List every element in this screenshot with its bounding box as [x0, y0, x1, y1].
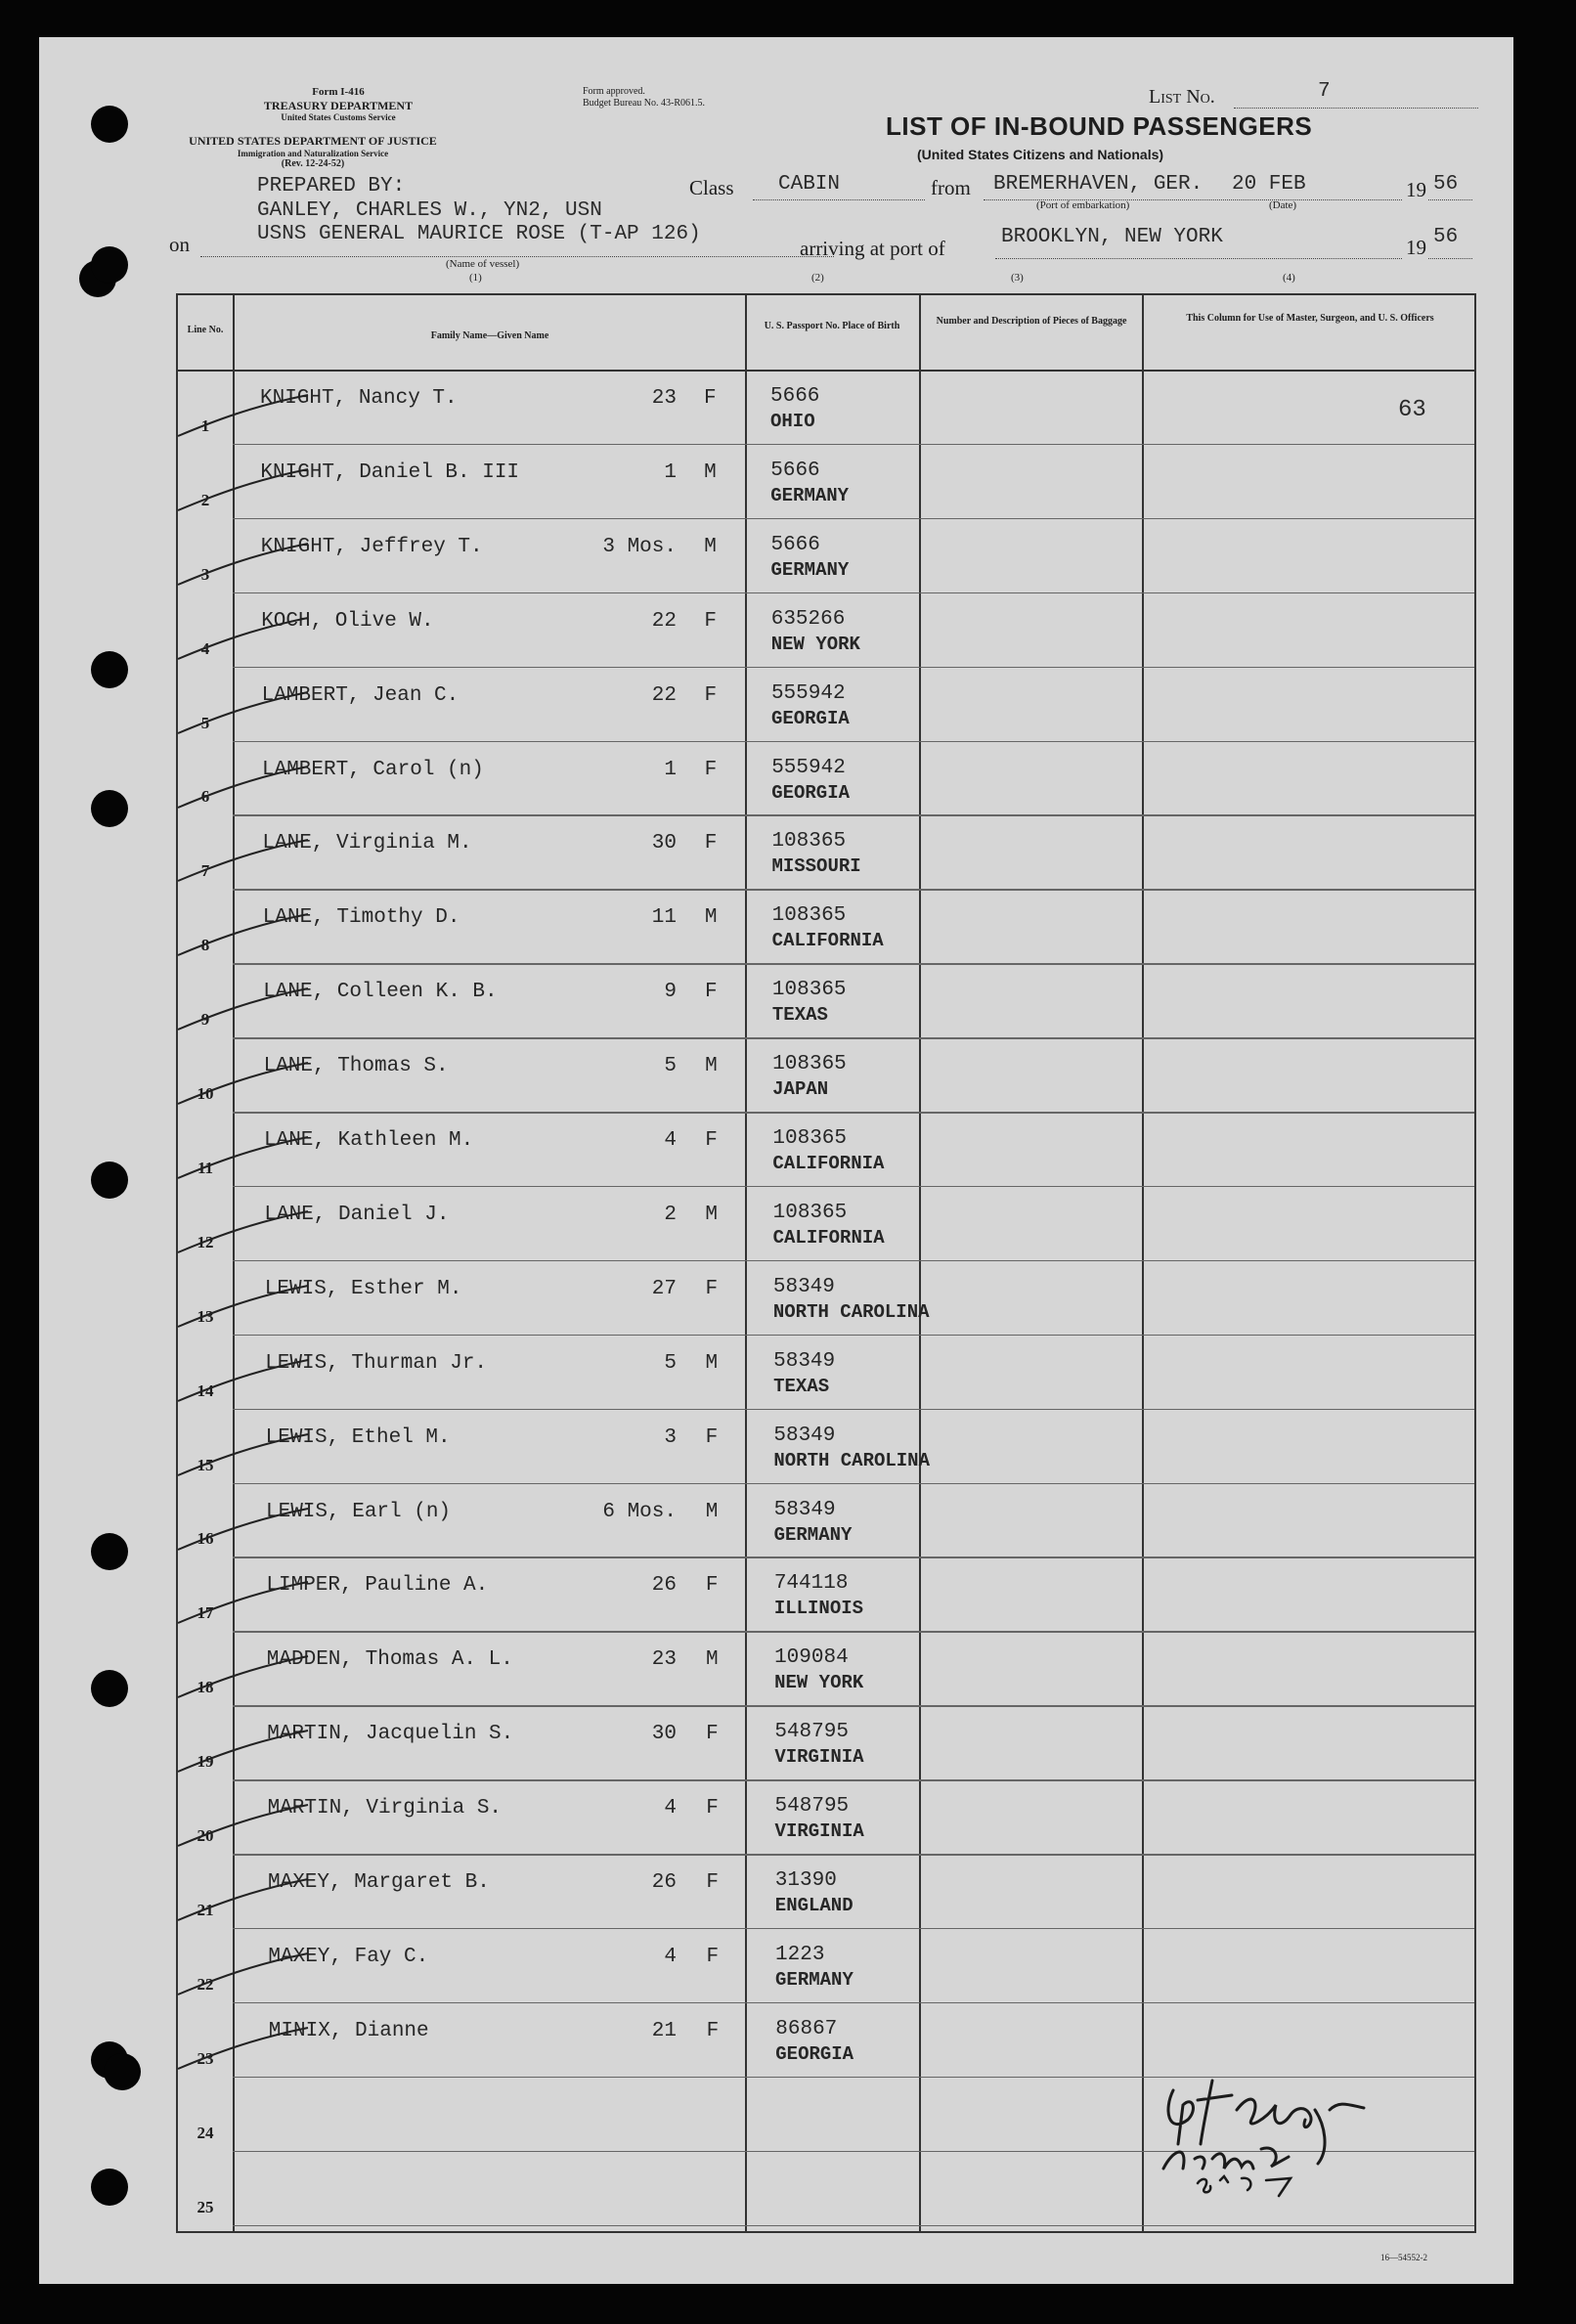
passenger-name: LEWIS, Thurman Jr. [265, 1351, 488, 1375]
check-mark-icon [176, 1505, 313, 1554]
line-number: 24 [197, 2123, 214, 2142]
check-mark-icon [176, 763, 313, 811]
place-of-birth: TEXAS [773, 1375, 830, 1397]
passenger-age: 22 [651, 609, 677, 633]
passport-number: 5666 [770, 533, 820, 556]
passenger-age: 3 [664, 1425, 677, 1449]
list-label: List No. [1149, 86, 1215, 108]
row-divider [233, 518, 1474, 520]
check-mark-icon [176, 1282, 313, 1331]
passenger-age: 4 [664, 1945, 677, 1968]
line-number: 13 [197, 1306, 214, 1326]
row-divider [233, 1260, 1474, 1262]
row-divider [233, 814, 1474, 816]
on-label: on [169, 233, 190, 256]
passenger-age: 1 [664, 758, 677, 781]
list-no-line [1234, 84, 1478, 109]
passport-number: 58349 [773, 1349, 836, 1373]
passenger-name: KNIGHT, Daniel B. III [260, 460, 520, 484]
place-of-birth: NEW YORK [770, 633, 860, 655]
row-divider [233, 2225, 1474, 2227]
budget-bureau: Budget Bureau No. 43-R061.5. [583, 98, 705, 109]
binder-hole [91, 651, 128, 688]
place-of-birth: CALIFORNIA [771, 930, 884, 952]
passport-number: 744118 [773, 1572, 849, 1596]
line-number: 18 [197, 1678, 214, 1697]
row-divider [233, 1335, 1474, 1337]
passenger-name: LEWIS, Esther M. [264, 1277, 462, 1300]
passenger-age: 21 [651, 2019, 677, 2042]
passenger-sex: F [704, 758, 718, 781]
date-caption: (Date) [1269, 199, 1297, 211]
side-note: 63 [1398, 397, 1426, 423]
place-of-birth: GEORGIA [771, 781, 851, 804]
place-of-birth: VIRGINIA [774, 1820, 864, 1843]
row-divider [233, 1037, 1474, 1039]
header-line-no: Line No. [187, 325, 224, 335]
row-divider [233, 1631, 1474, 1633]
page-subtitle: (United States Citizens and Nationals) [917, 147, 1164, 162]
passport-number: 5666 [770, 385, 820, 408]
passenger-sex: F [706, 1945, 720, 1968]
passenger-name: LANE, Thomas S. [263, 1055, 449, 1078]
passenger-age: 23 [651, 1648, 677, 1672]
line-number: 22 [197, 1974, 214, 1994]
passenger-age: 5 [664, 1351, 677, 1375]
check-mark-icon [176, 1801, 313, 1850]
line-number: 11 [197, 1158, 214, 1177]
passenger-name: LIMPER, Pauline A. [266, 1574, 489, 1598]
place-of-birth: GERMANY [770, 484, 850, 506]
line-number: 17 [197, 1603, 214, 1623]
check-mark-icon [176, 391, 313, 440]
check-mark-icon [176, 1207, 313, 1256]
line-number: 23 [197, 2048, 214, 2068]
line-number: 8 [200, 936, 210, 955]
customs-service: United States Customs Service [281, 112, 396, 122]
passenger-sex: F [706, 1723, 719, 1746]
line-number: 12 [197, 1232, 214, 1251]
passport-number: 108365 [772, 1127, 848, 1150]
year-value-2: 56 [1433, 226, 1459, 248]
page-title: LIST OF IN-BOUND PASSENGERS [886, 111, 1313, 141]
passenger-sex: F [704, 609, 717, 633]
place-of-birth: NORTH CAROLINA [773, 1449, 930, 1471]
passenger-name: LANE, Kathleen M. [264, 1129, 474, 1152]
passenger-sex: F [704, 981, 718, 1004]
row-divider [233, 1483, 1474, 1485]
port-arrival: BROOKLYN, NEW YORK [1001, 226, 1223, 248]
passenger-age: 22 [651, 683, 677, 707]
prepared-by-label: PREPARED BY: [257, 175, 406, 197]
passenger-age: 9 [664, 981, 677, 1004]
place-of-birth: GEORGIA [770, 707, 850, 729]
check-mark-icon [176, 540, 313, 589]
from-label: from [931, 176, 971, 199]
year-prefix-2: 19 [1406, 236, 1426, 259]
passport-number: 548795 [774, 1721, 849, 1744]
check-mark-icon [176, 1578, 313, 1627]
place-of-birth: NEW YORK [774, 1672, 864, 1694]
passport-number: 31390 [774, 1869, 837, 1892]
row-divider [233, 963, 1474, 965]
passenger-age: 4 [664, 1129, 677, 1152]
check-mark-icon [176, 836, 313, 885]
check-mark-icon [176, 985, 313, 1033]
passenger-name: LAMBERT, Carol (n) [262, 758, 484, 781]
row-divider [233, 444, 1474, 446]
binder-hole [91, 1533, 128, 1570]
place-of-birth: GERMANY [775, 1968, 854, 1991]
row-divider [233, 741, 1474, 743]
row-divider [233, 592, 1474, 594]
passenger-name: KNIGHT, Nancy T. [260, 387, 458, 410]
passenger-name: MINIX, Dianne [268, 2019, 429, 2042]
place-of-birth: ILLINOIS [773, 1598, 864, 1620]
place-of-birth: GEORGIA [775, 2042, 854, 2065]
place-of-birth: GERMANY [773, 1523, 853, 1546]
passenger-name: MADDEN, Thomas A. L. [266, 1648, 513, 1672]
check-mark-icon [176, 910, 313, 959]
passenger-sex: M [705, 1203, 718, 1226]
passenger-age: 26 [651, 1871, 677, 1894]
passenger-name: MARTIN, Jacquelin S. [267, 1723, 514, 1746]
row-divider [233, 889, 1474, 891]
passenger-name: LEWIS, Ethel M. [265, 1425, 451, 1449]
passenger-name: KOCH, Olive W. [261, 609, 434, 633]
line-number: 19 [197, 1752, 214, 1772]
place-of-birth: ENGLAND [774, 1895, 854, 1916]
form-sheet [39, 37, 1513, 2284]
embark-date: 20 FEB [1232, 173, 1306, 196]
line-number: 1 [200, 416, 210, 435]
binder-hole [91, 2169, 128, 2206]
passenger-age: 23 [651, 387, 677, 410]
passport-number: 635266 [770, 607, 846, 631]
passenger-sex: F [705, 1574, 719, 1598]
passenger-sex: F [706, 1871, 719, 1894]
passenger-sex: F [705, 1425, 719, 1449]
line-number: 21 [197, 1900, 214, 1919]
passenger-name: MAXEY, Margaret B. [268, 1871, 490, 1894]
line-number: 2 [200, 490, 210, 509]
header-officers: This Column for Use of Master, Surgeon, and U. S. Officers [1186, 313, 1434, 324]
line-number: 16 [197, 1529, 214, 1549]
passenger-name: LEWIS, Earl (n) [266, 1500, 452, 1523]
passenger-sex: M [705, 1500, 719, 1523]
passport-number: 58349 [773, 1498, 836, 1521]
place-of-birth: CALIFORNIA [772, 1226, 885, 1249]
arriving-label: arriving at port of [800, 237, 945, 260]
passenger-name: KNIGHT, Jeffrey T. [260, 535, 483, 558]
row-divider [233, 1705, 1474, 1707]
year-value: 56 [1433, 173, 1459, 196]
passenger-sex: F [706, 1797, 719, 1820]
list-number: 7 [1318, 80, 1331, 103]
col-ref-4: (4) [1283, 272, 1295, 284]
passenger-sex: F [705, 1129, 718, 1152]
place-of-birth: MISSOURI [771, 855, 861, 878]
passenger-name: LAMBERT, Jean C. [261, 683, 460, 707]
passenger-age: 4 [664, 1797, 677, 1820]
passenger-sex: M [705, 1055, 718, 1078]
binder-hole [91, 106, 128, 143]
passenger-name: MAXEY, Fay C. [268, 1945, 429, 1968]
vessel-name: USNS GENERAL MAURICE ROSE (T-AP 126) [257, 223, 701, 245]
row-divider [233, 1409, 1474, 1411]
vessel-caption: (Name of vessel) [446, 258, 520, 270]
row-divider [233, 1928, 1474, 1930]
row-divider [233, 1186, 1474, 1188]
passport-number: 108365 [771, 904, 847, 928]
passenger-sex: M [705, 1351, 719, 1375]
place-of-birth: JAPAN [772, 1078, 829, 1101]
passenger-age: 11 [651, 906, 677, 930]
check-mark-icon [176, 1356, 313, 1405]
line-number: 7 [200, 861, 210, 881]
passenger-sex: F [706, 2019, 720, 2042]
col-ref-3: (3) [1011, 272, 1024, 284]
header-passport: U. S. Passport No. Place of Birth [764, 321, 900, 331]
check-mark-icon [176, 688, 313, 737]
class-label: Class [689, 176, 734, 199]
check-mark-icon [176, 1652, 313, 1701]
passenger-name: LANE, Colleen K. B. [263, 981, 498, 1004]
preparer-name: GANLEY, CHARLES W., YN2, USN [257, 199, 602, 222]
check-mark-icon [176, 465, 313, 514]
port-embarkation: BREMERHAVEN, GER. [993, 173, 1204, 196]
signature [1144, 2051, 1467, 2198]
place-of-birth: TEXAS [771, 1004, 828, 1027]
passenger-age: 2 [664, 1203, 677, 1226]
check-mark-icon [176, 1059, 313, 1108]
binder-hole [91, 246, 128, 284]
passport-number: 548795 [774, 1795, 850, 1819]
form-approved: Form approved. [583, 86, 645, 97]
port-caption: (Port of embarkation) [1036, 199, 1130, 211]
passport-number: 108365 [772, 1201, 848, 1224]
binder-hole [91, 1670, 128, 1707]
row-divider [233, 1854, 1474, 1856]
place-of-birth: GERMANY [770, 558, 850, 581]
passenger-age: 6 Mos. [602, 1500, 677, 1523]
place-of-birth: CALIFORNIA [772, 1153, 885, 1174]
line-number: 20 [197, 1826, 214, 1845]
passenger-sex: M [706, 1648, 719, 1672]
col-ref-2: (2) [811, 272, 824, 284]
line-number: 5 [200, 713, 210, 732]
check-mark-icon [176, 1950, 313, 1998]
justice-dept: UNITED STATES DEPARTMENT OF JUSTICE [189, 134, 437, 148]
passport-number: 109084 [774, 1646, 849, 1670]
row-divider [233, 667, 1474, 669]
line-number: 9 [200, 1010, 210, 1030]
passport-number: 86867 [775, 2017, 838, 2040]
col-ref-1: (1) [469, 272, 482, 284]
passport-number: 5666 [770, 459, 820, 482]
row-divider [233, 1112, 1474, 1114]
place-of-birth: VIRGINIA [774, 1746, 864, 1769]
row-divider [233, 2002, 1474, 2004]
binder-hole [91, 790, 128, 827]
passenger-sex: F [704, 683, 718, 707]
class-value: CABIN [778, 173, 841, 196]
passenger-age: 27 [651, 1277, 677, 1300]
passenger-age: 3 Mos. [602, 535, 677, 558]
binder-hole [91, 1162, 128, 1199]
passport-number: 58349 [773, 1424, 836, 1447]
ins-service: Immigration and Naturalization Service [237, 149, 389, 158]
check-mark-icon [176, 1727, 313, 1776]
passport-number: 108365 [771, 979, 847, 1002]
check-mark-icon [176, 1133, 313, 1182]
passenger-sex: M [704, 460, 717, 484]
passenger-age: 1 [664, 460, 677, 484]
passenger-name: LANE, Timothy D. [262, 906, 460, 930]
form-number: Form I-416 [312, 86, 365, 98]
line-number: 14 [197, 1381, 214, 1400]
passenger-sex: F [705, 1277, 719, 1300]
passenger-age: 26 [651, 1574, 677, 1598]
passenger-sex: F [704, 387, 717, 410]
passenger-name: LANE, Virginia M. [262, 832, 472, 855]
passenger-sex: F [704, 832, 718, 855]
line-number: 3 [200, 564, 210, 584]
place-of-birth: OHIO [770, 411, 815, 432]
passport-number: 108365 [771, 830, 847, 854]
treasury-dept: TREASURY DEPARTMENT [263, 99, 414, 112]
place-of-birth: NORTH CAROLINA [772, 1300, 930, 1323]
check-mark-icon [176, 1875, 313, 1924]
passenger-name: MARTIN, Virginia S. [267, 1797, 503, 1820]
line-number: 4 [200, 638, 210, 658]
revision: (Rev. 12-24-52) [281, 158, 345, 169]
year-prefix: 19 [1406, 178, 1426, 201]
passport-number: 555942 [770, 681, 846, 705]
line-number: 15 [197, 1455, 214, 1474]
passenger-name: LANE, Daniel J. [264, 1203, 450, 1226]
check-mark-icon [176, 614, 313, 663]
row-divider [233, 1779, 1474, 1781]
passport-number: 555942 [771, 756, 846, 779]
passenger-sex: M [704, 535, 717, 558]
row-divider [233, 1557, 1474, 1558]
passenger-age: 30 [651, 1723, 677, 1746]
passenger-age: 30 [651, 832, 677, 855]
line-number: 6 [200, 787, 210, 807]
passport-number: 1223 [775, 1943, 825, 1966]
passport-number: 58349 [772, 1275, 835, 1298]
passport-number: 108365 [772, 1053, 847, 1076]
form-code: 16—54552-2 [1380, 2253, 1427, 2262]
passenger-age: 5 [664, 1055, 677, 1078]
binder-hole [104, 2053, 141, 2090]
header-name: Family Name—Given Name [430, 330, 549, 341]
passenger-sex: M [704, 906, 718, 930]
check-mark-icon [176, 2024, 313, 2073]
header-baggage: Number and Description of Pieces of Baggage [936, 316, 1127, 327]
check-mark-icon [176, 1430, 313, 1479]
line-number: 25 [197, 2197, 214, 2216]
line-number: 10 [197, 1084, 214, 1103]
